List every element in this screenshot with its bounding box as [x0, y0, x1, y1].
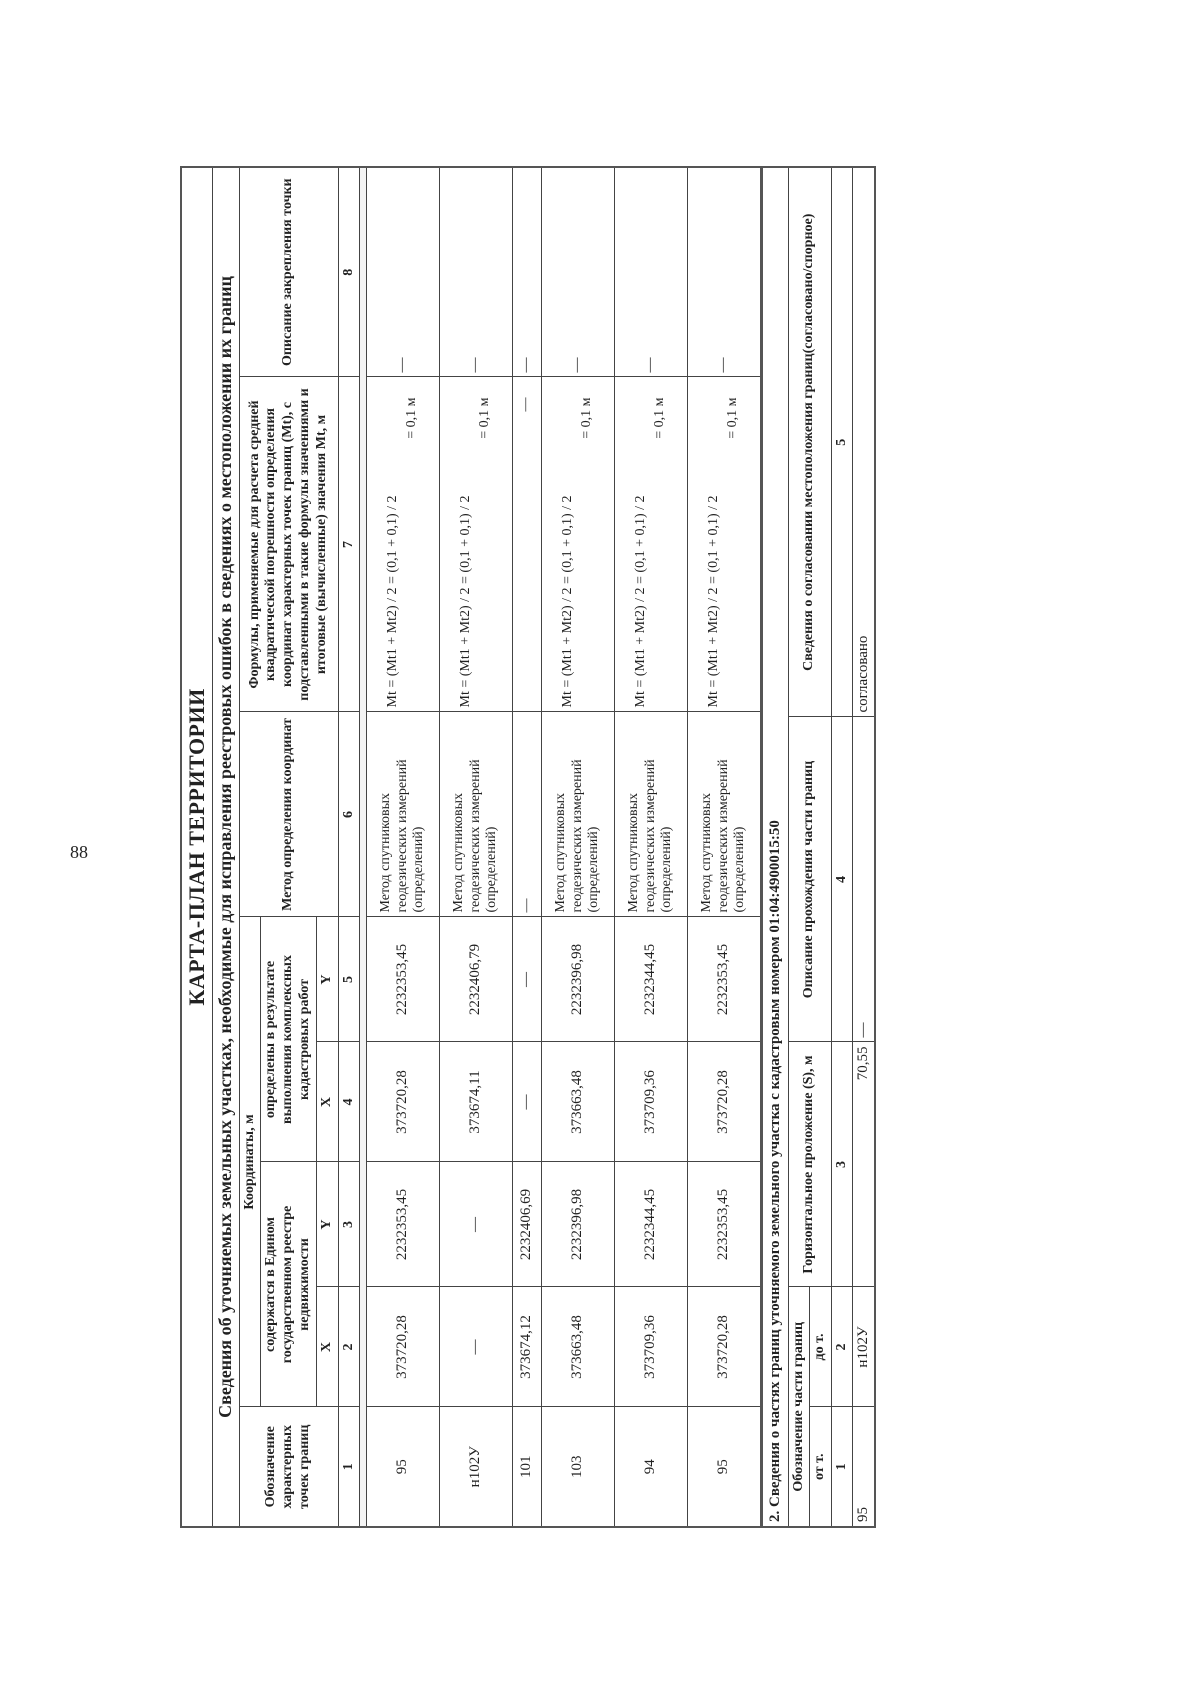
x-kkr-cell: 373663,48 [541, 1042, 614, 1162]
section2-number-row [832, 167, 853, 1527]
point-cell: 94 [614, 1407, 687, 1527]
y-kkr-cell: — [512, 917, 541, 1042]
description-cell: — [541, 167, 614, 377]
y-kkr-cell: 2232344,45 [614, 917, 687, 1042]
x-kkr-cell: — [512, 1042, 541, 1162]
header-horizontal-length: Горизонтальное проложение (S), м [788, 1042, 832, 1287]
header-description: Описание закрепления точки [239, 167, 338, 377]
col-num: 7 [338, 377, 359, 712]
y-kkr-cell: 2232406,79 [439, 917, 512, 1042]
method-cell: Метод спутниковых геодезических измерений (определений) [687, 712, 761, 917]
table-row [853, 167, 876, 1527]
header-point-designation: Обозначение характерных точек границ [239, 1407, 338, 1527]
formula-result: = 0,1 м [578, 397, 594, 439]
method-cell: Метод спутниковых геодезических измерений (определений) [366, 712, 439, 917]
x-egrn-cell: 373674,12 [512, 1287, 541, 1407]
method-cell: Метод спутниковых геодезических измерений (определений) [439, 712, 512, 917]
formula-text: Mt = (Mt1 + Mt2) / 2 = (0,1 + 0,1) / 2 [633, 495, 649, 708]
method-cell: — [512, 712, 541, 917]
header-to-point: до т. [810, 1287, 832, 1407]
header-method: Метод определения координат [239, 712, 338, 917]
col-num: 1 [832, 1407, 853, 1527]
point-cell: н102У [439, 1407, 512, 1527]
point-cell: 103 [541, 1407, 614, 1527]
from-point-cell: 95 [853, 1407, 876, 1527]
table-row [366, 167, 439, 1527]
column-number-row [338, 167, 359, 1527]
y-egrn-cell: 2232344,45 [614, 1162, 687, 1287]
formula-result: = 0,1 м [651, 397, 667, 439]
col-num: 4 [832, 717, 853, 1042]
col-num: 2 [832, 1287, 853, 1407]
x-egrn-cell: 373663,48 [541, 1287, 614, 1407]
x-kkr-cell: 373709,36 [614, 1042, 687, 1162]
agreement-cell: согласовано [853, 167, 876, 717]
formula-result: = 0,1 м [724, 397, 740, 439]
to-point-cell: н102У [853, 1287, 876, 1407]
y-egrn-cell: 2232406,69 [512, 1162, 541, 1287]
formula-text: — [518, 397, 534, 412]
formula-cell [541, 377, 614, 712]
col-num: 8 [338, 167, 359, 377]
method-cell: Метод спутниковых геодезических измерений (определений) [541, 712, 614, 917]
description-cell: — [614, 167, 687, 377]
part-description-cell: — [853, 717, 876, 1042]
formula-cell [439, 377, 512, 712]
table-row [687, 167, 761, 1527]
method-cell: Метод спутниковых геодезических измерений (определений) [614, 712, 687, 917]
header-egrn: содержатся в Едином государственном реестре недвижимости [261, 1162, 316, 1407]
document-title: КАРТА-ПЛАН ТЕРРИТОРИИ [181, 167, 213, 1527]
point-cell: 101 [512, 1407, 541, 1527]
formula-cell [366, 377, 439, 712]
point-cell: 95 [687, 1407, 761, 1527]
header-coordinates: Координаты, м [239, 917, 261, 1407]
table-row [541, 167, 614, 1527]
y-egrn-cell: 2232396,98 [541, 1162, 614, 1287]
header-agreement: Сведения о согласовании местоположения границ(согласовано/спорное) [788, 167, 832, 717]
col-num: 1 [338, 1407, 359, 1527]
header-part-designation: Обозначение части границ [788, 1287, 810, 1527]
x-kkr-cell: 373720,28 [366, 1042, 439, 1162]
table-row [439, 167, 512, 1527]
col-num: 5 [832, 167, 853, 717]
col-num: 5 [338, 917, 359, 1042]
header-kkr: определены в результате выполнения комплексных кадастровых работ [261, 917, 316, 1162]
x-kkr-cell: 373720,28 [687, 1042, 761, 1162]
formula-result: = 0,1 м [476, 397, 492, 439]
header-from-point: от т. [810, 1407, 832, 1527]
document-subtitle: Сведения об уточняемых земельных участках, необходимые для исправления реестровых ошибок в сведениях о местоположении их границ [213, 167, 240, 1527]
formula-text: Mt = (Mt1 + Mt2) / 2 = (0,1 + 0,1) / 2 [706, 495, 722, 708]
header-y-egrn: Y [316, 1162, 338, 1287]
section2-table [761, 166, 877, 1528]
col-num: 6 [338, 712, 359, 917]
x-egrn-cell: 373720,28 [687, 1287, 761, 1407]
col-num: 4 [338, 1042, 359, 1162]
y-kkr-cell: 2232353,45 [687, 917, 761, 1042]
table-row [512, 167, 541, 1527]
description-cell: — [512, 167, 541, 377]
length-cell: 70,55 [853, 1042, 876, 1287]
formula-result: = 0,1 м [403, 397, 419, 439]
y-kkr-cell: 2232396,98 [541, 917, 614, 1042]
header-x-egrn: X [316, 1287, 338, 1407]
col-num: 3 [338, 1162, 359, 1287]
x-egrn-cell: 373720,28 [366, 1287, 439, 1407]
x-egrn-cell: — [439, 1287, 512, 1407]
col-num: 2 [338, 1287, 359, 1407]
formula-text: Mt = (Mt1 + Mt2) / 2 = (0,1 + 0,1) / 2 [385, 495, 401, 708]
formula-text: Mt = (Mt1 + Mt2) / 2 = (0,1 + 0,1) / 2 [458, 495, 474, 708]
header-part-description: Описание прохождения части границ [788, 717, 832, 1042]
formula-cell [687, 377, 761, 712]
page-number: 88 [70, 842, 88, 862]
formula-text: Mt = (Mt1 + Mt2) / 2 = (0,1 + 0,1) / 2 [560, 495, 576, 708]
rotated-document-sheet [180, 168, 1060, 1528]
x-kkr-cell: 373674,11 [439, 1042, 512, 1162]
y-egrn-cell: 2232353,45 [366, 1162, 439, 1287]
formula-cell [512, 377, 541, 712]
description-cell: — [687, 167, 761, 377]
point-cell: 95 [366, 1407, 439, 1527]
description-cell: — [366, 167, 439, 377]
table-row [614, 167, 687, 1527]
formula-cell [614, 377, 687, 712]
header-x-kkr: X [316, 1042, 338, 1162]
description-cell: — [439, 167, 512, 377]
x-egrn-cell: 373709,36 [614, 1287, 687, 1407]
section2-title: 2. Сведения о частях границ уточняемого земельного участка с кадастровым номером 01:04:4900015:50 [762, 167, 789, 1527]
y-egrn-cell: 2232353,45 [687, 1162, 761, 1287]
main-table [180, 166, 762, 1528]
header-y-kkr: Y [316, 917, 338, 1042]
y-egrn-cell: — [439, 1162, 512, 1287]
header-formula: Формулы, применяемые для расчета средней квадратической погрешности определения координат характерных точек границ (Mt), с подставленными в такие формулы значениями и итоговые (вычисленные) значения Mt, м [239, 377, 338, 712]
col-num: 3 [832, 1042, 853, 1287]
separator-row [359, 167, 366, 1527]
y-kkr-cell: 2232353,45 [366, 917, 439, 1042]
